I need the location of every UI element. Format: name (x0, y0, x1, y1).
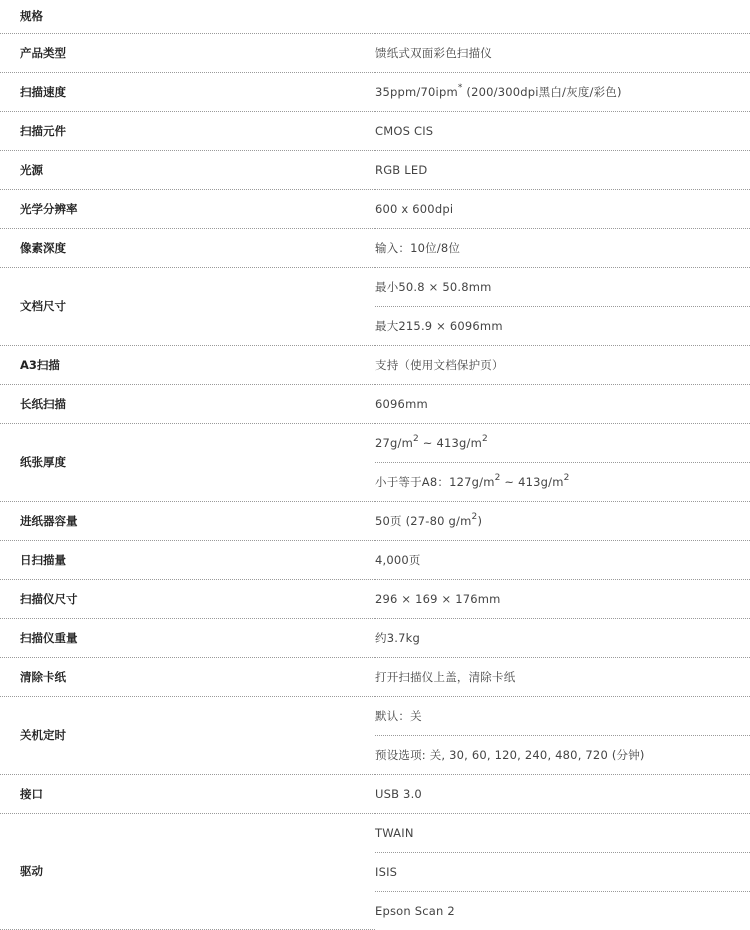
scan-speed-detail: (200/300dpi黑白/灰度/彩色) (466, 84, 622, 99)
row-document-size (0, 267, 750, 306)
row-label: 进纸器容量 (0, 501, 375, 540)
section-header-row (0, 0, 750, 33)
row-value: 馈纸式双面彩色扫描仪 (375, 33, 750, 72)
row-label: 接口 (0, 774, 375, 813)
row-label: 扫描速度 (0, 72, 375, 111)
row-label: 文档尺寸 (0, 267, 375, 345)
row-value (375, 462, 750, 501)
row-value: 6096mm (375, 384, 750, 423)
thickness-min: 27g/m (375, 435, 414, 450)
row-label: 像素深度 (0, 228, 375, 267)
row-value: 输入：10位/8位 (375, 228, 750, 267)
row-value: 最大215.9 × 6096mm (375, 306, 750, 345)
section-title: 规格 (0, 0, 750, 33)
row-label: 产品类型 (0, 33, 375, 72)
row-label: 长纸扫描 (0, 384, 375, 423)
row-label: 扫描仪尺寸 (0, 579, 375, 618)
row-value: 默认：关 (375, 696, 750, 735)
row-value: 296 × 169 × 176mm (375, 579, 750, 618)
footnote-mark: * (457, 82, 463, 93)
row-feeder-capacity (0, 501, 750, 540)
superscript: 2 (482, 433, 488, 444)
row-pixel-depth (0, 228, 750, 267)
thickness-a8-min: 小于等于A8：127g/m (375, 474, 495, 489)
superscript: 2 (494, 472, 501, 483)
thickness-max: ~ 413g/m (418, 435, 483, 450)
row-value: RGB LED (375, 150, 750, 189)
row-a3-scan (0, 345, 750, 384)
thickness-a8-max: ~ 413g/m (500, 474, 564, 489)
row-optical-resolution (0, 189, 750, 228)
row-value (375, 501, 750, 540)
row-label: 扫描仪重量 (0, 618, 375, 657)
row-label: 纸张厚度 (0, 423, 375, 501)
row-label: 清除卡纸 (0, 657, 375, 696)
row-value: 打开扫描仪上盖，清除卡纸 (375, 657, 750, 696)
row-value: 最小50.8 × 50.8mm (375, 267, 750, 306)
row-scan-speed (0, 72, 750, 111)
row-value: Epson Scan 2 (375, 903, 455, 918)
row-value: CMOS CIS (375, 111, 750, 150)
scan-speed-value: 35ppm/70ipm (375, 84, 458, 99)
row-long-paper-scan (0, 384, 750, 423)
row-label: 光源 (0, 150, 375, 189)
superscript: 2 (413, 433, 419, 444)
feeder-capacity-close: ) (477, 513, 483, 528)
row-value (375, 72, 750, 111)
row-label: 日扫描量 (0, 540, 375, 579)
row-label: A3扫描 (0, 345, 375, 384)
row-value (375, 423, 750, 462)
row-value: TWAIN (375, 813, 750, 852)
row-interface (0, 774, 750, 813)
row-light-source (0, 150, 750, 189)
row-value: 约3.7kg (375, 618, 750, 657)
row-scan-element (0, 111, 750, 150)
row-daily-volume (0, 540, 750, 579)
row-label: 扫描元件 (0, 111, 375, 150)
row-value: ISIS (375, 852, 750, 891)
row-clear-jam (0, 657, 750, 696)
row-value: USB 3.0 (375, 774, 750, 813)
row-product-type (0, 33, 750, 72)
row-value: 预设选项: 关, 30, 60, 120, 240, 480, 720 (分钟) (375, 735, 750, 774)
row-paper-thickness (0, 423, 750, 462)
row-label: 驱动 (0, 813, 375, 930)
row-label: 关机定时 (0, 696, 375, 774)
row-power-off-timer (0, 696, 750, 735)
superscript: 2 (563, 472, 570, 483)
row-label: 光学分辨率 (0, 189, 375, 228)
feeder-capacity-value: 50页 (27-80 g/m (375, 513, 472, 528)
row-scanner-weight (0, 618, 750, 657)
row-driver (0, 813, 750, 852)
row-value: 600 x 600dpi (375, 189, 750, 228)
row-scanner-dimensions (0, 579, 750, 618)
superscript: 2 (471, 511, 478, 522)
row-value: 4,000页 (375, 540, 750, 579)
row-value: 支持（使用文档保护页） (375, 345, 750, 384)
